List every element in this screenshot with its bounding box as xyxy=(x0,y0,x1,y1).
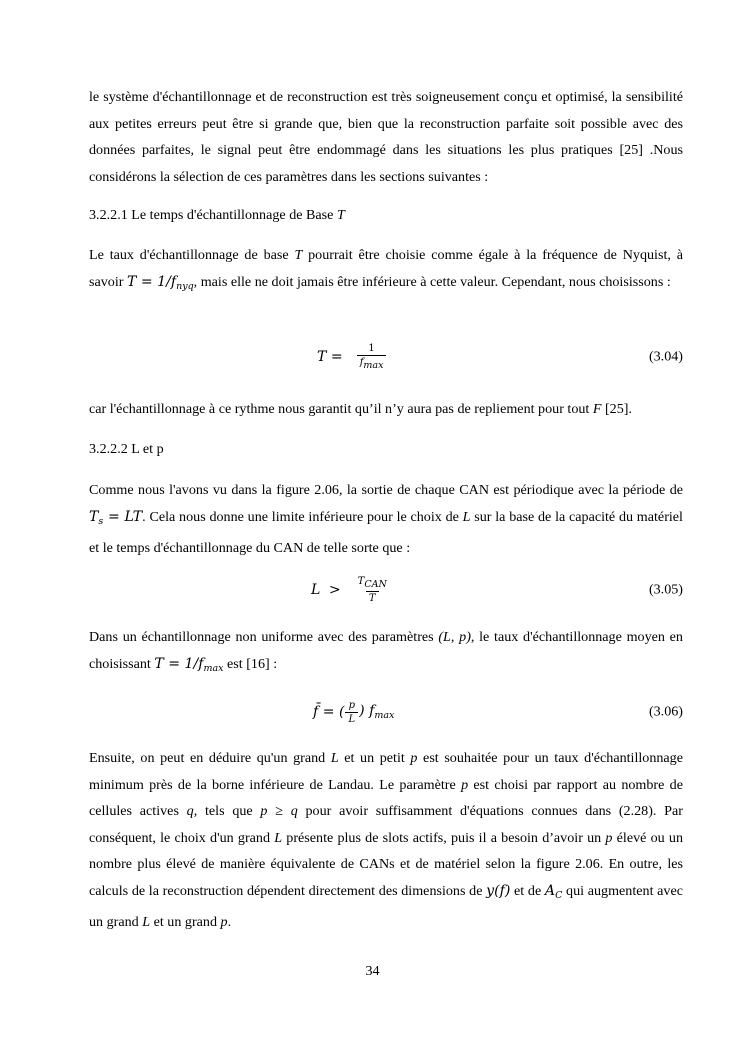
equation-3-04: T = $\frac{1}{fmax}$ (3.04) xyxy=(317,343,683,371)
equation-3-05: L > $\frac{\text{TCAN}}{T}$ (3.05) xyxy=(311,576,683,604)
section-heading-3-2-2-2: 3.2.2.2 L et p xyxy=(89,441,164,457)
fraction: $\frac{1}{fmax}$ xyxy=(357,343,387,371)
equation-number: (3.06) xyxy=(648,703,683,720)
section-heading-3-2-2-1: 3.2.2.1 Le temps d'échantillonnage de Base T xyxy=(89,207,345,223)
equation-number: (3.05) xyxy=(648,581,683,598)
paragraph-intro xyxy=(89,84,683,190)
inline-equation: $T_s$ = LT xyxy=(89,508,143,527)
equation-3-06: f̄ = ( $\frac{p}{L}$ ) $f_{max}$ (3.06) xyxy=(313,699,683,725)
paragraph-nonuniform: Dans un échantillonnage non uniforme avec des paramètres (L, p), le taux d'échantillonnage moyen en choisissant $T = 1/f_{max}$ est [16] : xyxy=(89,629,683,674)
paragraph-text: le système d'échantillonnage et de reconstruction est très soigneusement conçu et optimisé, la sensibilité aux petites erreurs peut être si grande que, bien que la reconstruction parfaite soit possible avec des données parfaites, le signal peut être endommagé dans les situations les plus pratiques [25] .Nous considérons la sélection de ces paramètres dans les sections suivantes : xyxy=(89,89,683,185)
inline-equation: $T = 1/f_{max}$ xyxy=(154,655,224,674)
paragraph-conclusion: Ensuite, on peut en déduire qu'un grand L et un petit p est souhaitée pour un taux d'échantillonnage minimum près de la borne inférieure de Landau. Le paramètre p est choisi par rapport au nombre de cellules actives q, tels que p ≥ q pour avoir suffisamment d'équations connues dans (2.28). Par conséquent, le choix d'un grand L présente plus de slots actifs, puis il a besoin d’avoir un p élevé ou un nombre plus élevé de manière équivalente de CANs et de matériel selon la figure 2.06. En outre, les calculs de la reconstruction dépendent directement des dimensions de y(f) et de $A_C$ qui augmentent avec un grand L et un grand p. xyxy=(89,750,683,930)
inline-equation: $T = 1/f_{nyq}$ xyxy=(126,273,194,292)
paragraph-base-rate: Le taux d'échantillonnage de base T pourrait être choisie comme égale à la fréquence de Nyquist, à savoir $T = 1/f_{nyq}$, mais elle ne doit jamais être inférieure à cette valeur. Cependant, nous choisissons : xyxy=(89,247,683,292)
paragraph-aliasing: car l'échantillonnage à ce rythme nous garantit qu’il n’y aura pas de repliement pour tout F [25]. xyxy=(89,401,632,417)
fraction: $\frac{\text{TCAN}}{T}$ xyxy=(357,576,387,604)
fraction: $\frac{p}{L}$ xyxy=(345,700,358,725)
equation-number: (3.04) xyxy=(648,348,683,365)
paragraph-period: Comme nous l'avons vu dans la figure 2.06, la sortie de chaque CAN est périodique avec la période de $T_s$ = LT. Cela nous donne une limite inférieure pour le choix de L sur la base de la capacité du matériel et le temps d'échantillonnage du CAN de telle sorte que : xyxy=(89,482,683,556)
page-number: 34 xyxy=(365,963,380,979)
